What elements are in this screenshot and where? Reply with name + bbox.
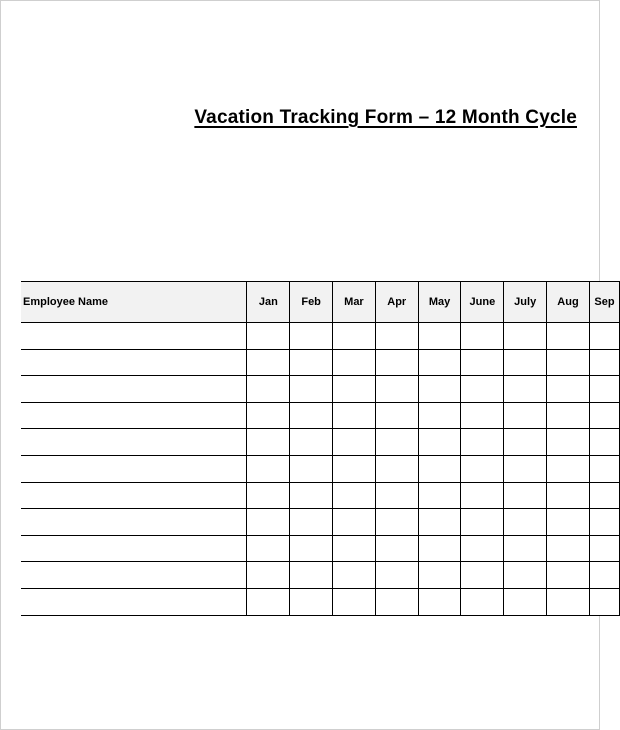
month-cell-feb[interactable]	[290, 482, 333, 509]
month-cell-june[interactable]	[461, 562, 504, 589]
month-cell-feb[interactable]	[290, 402, 333, 429]
month-cell-july[interactable]	[504, 588, 547, 615]
month-header-feb: Feb	[290, 282, 333, 323]
vacation-table-container	[21, 281, 615, 621]
month-cell-jan[interactable]	[247, 323, 290, 350]
month-cell-july[interactable]	[504, 455, 547, 482]
employee-name-header: Employee Name	[21, 282, 247, 323]
month-cell-feb[interactable]	[290, 535, 333, 562]
month-cell-jan[interactable]	[247, 376, 290, 403]
month-cell-may[interactable]	[418, 376, 461, 403]
month-cell-apr[interactable]	[375, 482, 418, 509]
month-cell-aug[interactable]	[547, 376, 590, 403]
month-cell-may[interactable]	[418, 349, 461, 376]
month-cell-jan[interactable]	[247, 562, 290, 589]
month-cell-jan[interactable]	[247, 402, 290, 429]
month-cell-feb[interactable]	[290, 509, 333, 536]
month-cell-apr[interactable]	[375, 402, 418, 429]
employee-name-cell[interactable]	[21, 588, 247, 615]
month-cell-mar[interactable]	[333, 535, 376, 562]
month-cell-may[interactable]	[418, 323, 461, 350]
month-cell-sep[interactable]	[589, 349, 619, 376]
table-row	[21, 429, 620, 456]
month-cell-apr[interactable]	[375, 509, 418, 536]
month-header-july: July	[504, 282, 547, 323]
month-cell-july[interactable]	[504, 376, 547, 403]
month-cell-june[interactable]	[461, 402, 504, 429]
month-cell-june[interactable]	[461, 349, 504, 376]
table-row	[21, 323, 620, 350]
table-row	[21, 562, 620, 589]
table-row	[21, 482, 620, 509]
month-cell-mar[interactable]	[333, 376, 376, 403]
month-cell-sep[interactable]	[589, 482, 619, 509]
month-cell-sep[interactable]	[589, 402, 619, 429]
month-cell-jan[interactable]	[247, 509, 290, 536]
month-cell-apr[interactable]	[375, 429, 418, 456]
table-body	[21, 323, 620, 616]
month-cell-jan[interactable]	[247, 535, 290, 562]
employee-name-cell[interactable]	[21, 482, 247, 509]
month-cell-apr[interactable]	[375, 349, 418, 376]
table-row	[21, 535, 620, 562]
month-cell-aug[interactable]	[547, 429, 590, 456]
month-cell-june[interactable]	[461, 376, 504, 403]
month-cell-june[interactable]	[461, 509, 504, 536]
employee-name-cell[interactable]	[21, 509, 247, 536]
employee-name-cell[interactable]	[21, 562, 247, 589]
employee-name-cell[interactable]	[21, 349, 247, 376]
month-header-aug: Aug	[547, 282, 590, 323]
table-row	[21, 402, 620, 429]
month-cell-mar[interactable]	[333, 482, 376, 509]
month-cell-sep[interactable]	[589, 376, 619, 403]
month-cell-sep[interactable]	[589, 588, 619, 615]
month-header-sep: Sep	[589, 282, 619, 323]
month-cell-july[interactable]	[504, 482, 547, 509]
month-cell-sep[interactable]	[589, 429, 619, 456]
month-cell-mar[interactable]	[333, 402, 376, 429]
month-cell-aug[interactable]	[547, 323, 590, 350]
employee-name-cell[interactable]	[21, 429, 247, 456]
month-cell-jan[interactable]	[247, 588, 290, 615]
table-row	[21, 349, 620, 376]
month-cell-mar[interactable]	[333, 455, 376, 482]
month-cell-feb[interactable]	[290, 323, 333, 350]
month-header-june: June	[461, 282, 504, 323]
employee-name-cell[interactable]	[21, 535, 247, 562]
month-cell-apr[interactable]	[375, 455, 418, 482]
month-cell-july[interactable]	[504, 429, 547, 456]
table-row	[21, 588, 620, 615]
month-cell-june[interactable]	[461, 482, 504, 509]
month-cell-apr[interactable]	[375, 376, 418, 403]
month-cell-mar[interactable]	[333, 562, 376, 589]
month-cell-july[interactable]	[504, 562, 547, 589]
month-cell-may[interactable]	[418, 588, 461, 615]
month-cell-jan[interactable]	[247, 455, 290, 482]
month-cell-may[interactable]	[418, 535, 461, 562]
month-cell-june[interactable]	[461, 323, 504, 350]
month-cell-july[interactable]	[504, 535, 547, 562]
month-cell-feb[interactable]	[290, 376, 333, 403]
month-cell-july[interactable]	[504, 323, 547, 350]
month-cell-may[interactable]	[418, 402, 461, 429]
table-row	[21, 455, 620, 482]
month-cell-may[interactable]	[418, 455, 461, 482]
month-header-jan: Jan	[247, 282, 290, 323]
month-cell-mar[interactable]	[333, 429, 376, 456]
month-cell-june[interactable]	[461, 535, 504, 562]
month-cell-mar[interactable]	[333, 323, 376, 350]
month-cell-jan[interactable]	[247, 429, 290, 456]
month-cell-aug[interactable]	[547, 509, 590, 536]
month-cell-sep[interactable]	[589, 562, 619, 589]
month-cell-sep[interactable]	[589, 455, 619, 482]
month-cell-aug[interactable]	[547, 588, 590, 615]
month-cell-july[interactable]	[504, 349, 547, 376]
table-header-row	[21, 282, 620, 323]
month-cell-may[interactable]	[418, 562, 461, 589]
month-header-mar: Mar	[333, 282, 376, 323]
month-cell-aug[interactable]	[547, 402, 590, 429]
employee-name-cell[interactable]	[21, 376, 247, 403]
month-cell-feb[interactable]	[290, 455, 333, 482]
employee-name-cell[interactable]	[21, 455, 247, 482]
form-title: Vacation Tracking Form – 12 Month Cycle	[194, 107, 577, 128]
table-row	[21, 509, 620, 536]
month-header-apr: Apr	[375, 282, 418, 323]
table-row	[21, 376, 620, 403]
month-cell-apr[interactable]	[375, 535, 418, 562]
month-cell-may[interactable]	[418, 482, 461, 509]
month-cell-feb[interactable]	[290, 429, 333, 456]
month-cell-sep[interactable]	[589, 509, 619, 536]
month-cell-mar[interactable]	[333, 588, 376, 615]
month-cell-aug[interactable]	[547, 349, 590, 376]
month-cell-jan[interactable]	[247, 482, 290, 509]
employee-name-cell[interactable]	[21, 402, 247, 429]
vacation-table	[21, 281, 620, 616]
month-cell-july[interactable]	[504, 402, 547, 429]
month-cell-mar[interactable]	[333, 509, 376, 536]
employee-name-cell[interactable]	[21, 323, 247, 350]
month-cell-mar[interactable]	[333, 349, 376, 376]
month-cell-aug[interactable]	[547, 482, 590, 509]
month-cell-feb[interactable]	[290, 588, 333, 615]
month-cell-june[interactable]	[461, 429, 504, 456]
month-cell-aug[interactable]	[547, 562, 590, 589]
month-cell-sep[interactable]	[589, 323, 619, 350]
month-cell-june[interactable]	[461, 455, 504, 482]
month-cell-aug[interactable]	[547, 455, 590, 482]
month-cell-apr[interactable]	[375, 562, 418, 589]
month-cell-may[interactable]	[418, 509, 461, 536]
month-cell-apr[interactable]	[375, 323, 418, 350]
month-cell-aug[interactable]	[547, 535, 590, 562]
month-header-may: May	[418, 282, 461, 323]
month-cell-feb[interactable]	[290, 562, 333, 589]
month-cell-jan[interactable]	[247, 349, 290, 376]
month-cell-sep[interactable]	[589, 535, 619, 562]
month-cell-apr[interactable]	[375, 588, 418, 615]
month-cell-may[interactable]	[418, 429, 461, 456]
month-cell-june[interactable]	[461, 588, 504, 615]
month-cell-feb[interactable]	[290, 349, 333, 376]
month-cell-july[interactable]	[504, 509, 547, 536]
